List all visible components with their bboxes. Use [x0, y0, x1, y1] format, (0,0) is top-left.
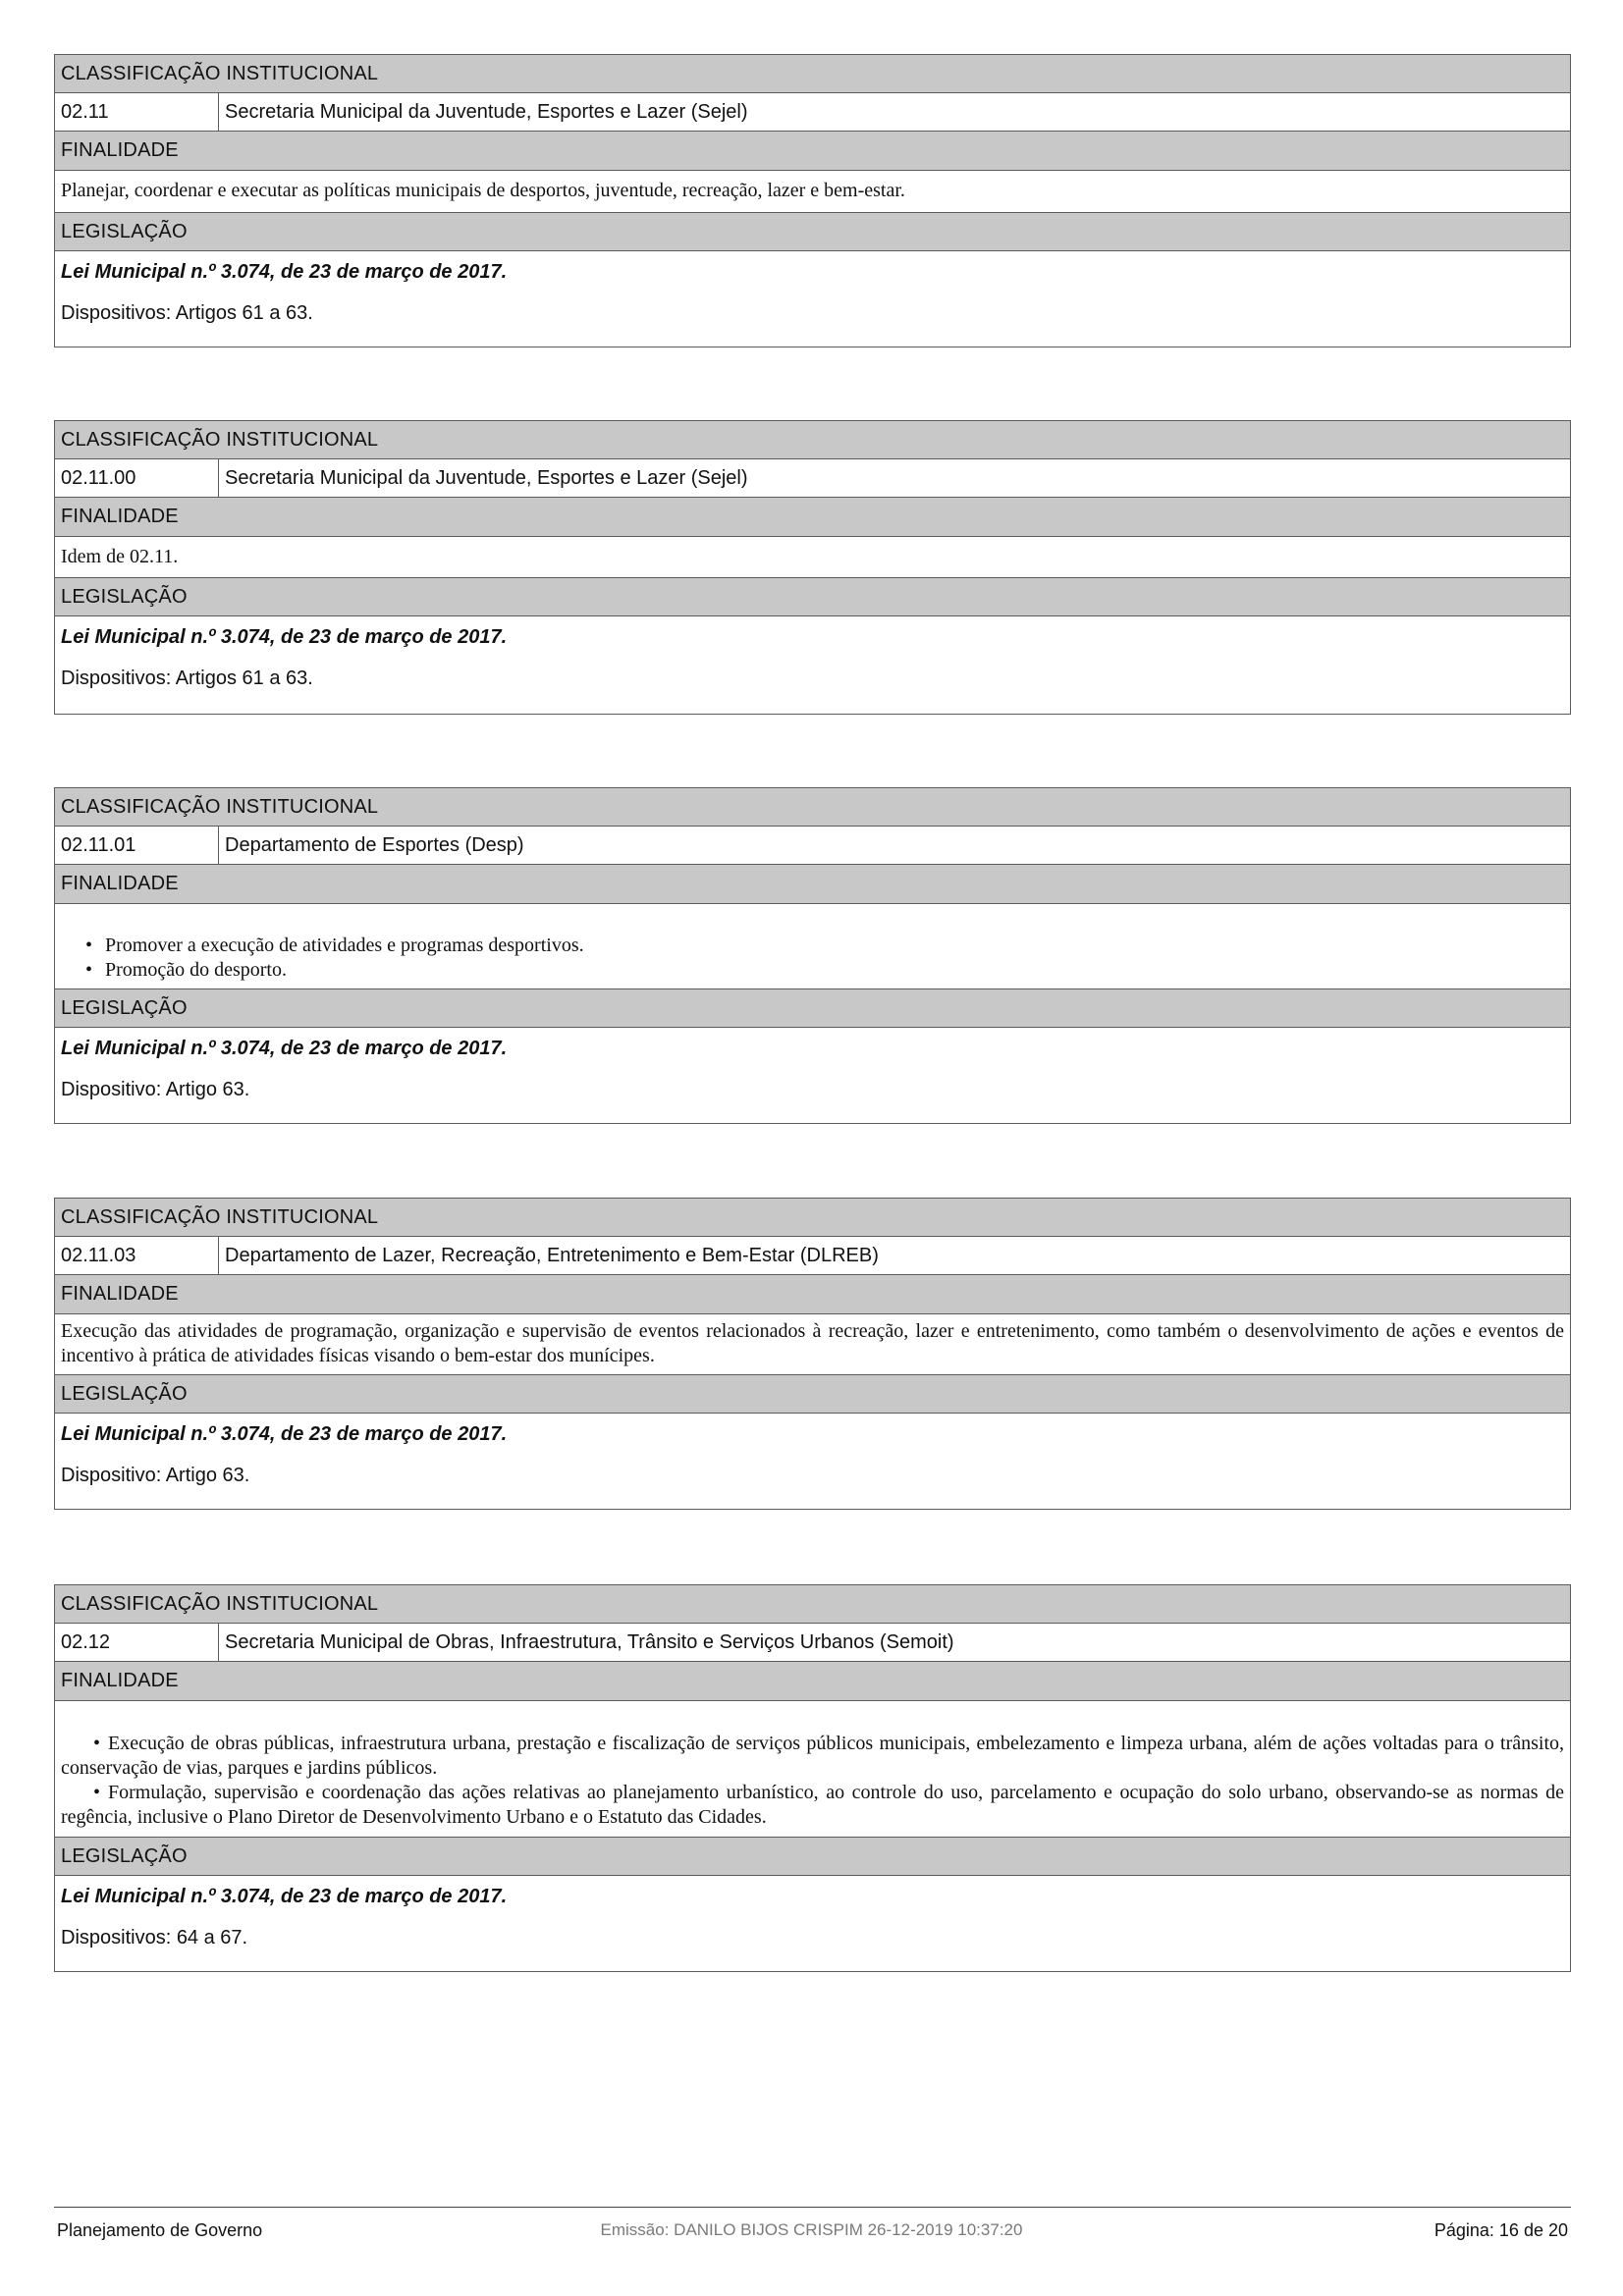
code-row — [55, 1237, 1570, 1275]
code-row — [55, 1624, 1570, 1662]
unit-name-cell: Secretaria Municipal de Obras, Infraestrutura, Trânsito e Serviços Urbanos (Semoit) — [225, 1630, 954, 1653]
code-row — [55, 827, 1570, 865]
classificacao-block — [54, 787, 1571, 1124]
code-cell: 02.11.00 — [55, 459, 219, 497]
lei-text: Lei Municipal n.º 3.074, de 23 de março de 2017. — [61, 1038, 508, 1059]
unit-name-cell: Departamento de Esportes (Desp) — [225, 833, 524, 856]
finalidade-item: • Promover a execução de atividades e programas desportivos. — [61, 934, 1564, 958]
legislacao-content — [55, 1414, 1570, 1509]
code-row — [55, 93, 1570, 132]
finalidade-text: Planejar, coordenar e executar as políticas municipais de desportos, juventude, recreação, lazer e bem-estar. — [55, 171, 1570, 213]
unit-name-cell: Secretaria Municipal da Juventude, Esportes e Lazer (Sejel) — [225, 466, 748, 489]
code-cell: 02.11.01 — [55, 827, 219, 864]
finalidade-text: Execução das atividades de programação, organização e supervisão de eventos relacionados à recreação, lazer e entretenimento, como também o desenvolvimento de ações e eventos de incentivo à prática de atividades físicas visando o bem-estar dos munícipes. — [55, 1314, 1570, 1375]
footer-page-number: Página: 16 de 20 — [1434, 2220, 1568, 2240]
dispositivos-text: Dispositivos: Artigos 61 a 63. — [61, 667, 313, 689]
classificacao-label: CLASSIFICAÇÃO INSTITUCIONAL — [61, 1592, 379, 1615]
classificacao-label: CLASSIFICAÇÃO INSTITUCIONAL — [61, 1205, 379, 1228]
code-cell: 02.11.03 — [55, 1237, 219, 1274]
classificacao-block — [54, 1198, 1571, 1510]
code-cell: 02.12 — [55, 1624, 219, 1661]
finalidade-list — [55, 904, 1570, 989]
finalidade-text: Idem de 02.11. — [55, 537, 1570, 578]
finalidade-header — [55, 498, 1570, 537]
footer-divider — [54, 2207, 1571, 2208]
finalidade-label: FINALIDADE — [61, 506, 179, 527]
unit-name-cell: Secretaria Municipal da Juventude, Esportes e Lazer (Sejel) — [225, 100, 748, 123]
footer-emissao: Emissão: DANILO BIJOS CRISPIM 26-12-2019 10:37:20 — [600, 2220, 1023, 2239]
lei-text: Lei Municipal n.º 3.074, de 23 de março de 2017. — [61, 1423, 508, 1445]
finalidade-header — [55, 865, 1570, 904]
classificacao-header — [55, 1585, 1570, 1624]
classificacao-label: CLASSIFICAÇÃO INSTITUCIONAL — [61, 428, 379, 451]
dispositivos-text: Dispositivos: 64 a 67. — [61, 1927, 248, 1949]
finalidade-list — [55, 1701, 1570, 1838]
legislacao-content — [55, 1876, 1570, 1971]
classificacao-label: CLASSIFICAÇÃO INSTITUCIONAL — [61, 795, 379, 818]
finalidade-label: FINALIDADE — [61, 873, 179, 894]
classificacao-label: CLASSIFICAÇÃO INSTITUCIONAL — [61, 62, 379, 84]
classificacao-header — [55, 421, 1570, 459]
classificacao-block — [54, 54, 1571, 347]
classificacao-header — [55, 55, 1570, 93]
finalidade-item: • Execução de obras públicas, infraestrutura urbana, prestação e fiscalização de serviços públicos municipais, embelezamento e limpeza urbana, além de ações voltadas para o trânsito, conservação de vias, parques e jardins públicos. — [61, 1732, 1564, 1781]
footer-title: Planejamento de Governo — [57, 2220, 263, 2240]
finalidade-item: • Promoção do desporto. — [61, 958, 1564, 983]
finalidade-header — [55, 1275, 1570, 1314]
legislacao-content — [55, 251, 1570, 347]
finalidade-label: FINALIDADE — [61, 139, 179, 161]
dispositivos-text: Dispositivo: Artigo 63. — [61, 1465, 250, 1486]
code-row — [55, 459, 1570, 498]
legislacao-label: LEGISLAÇÃO — [61, 220, 188, 242]
classificacao-header — [55, 1199, 1570, 1237]
legislacao-label: LEGISLAÇÃO — [61, 996, 188, 1019]
legislacao-label: LEGISLAÇÃO — [61, 1844, 188, 1867]
finalidade-item: • Formulação, supervisão e coordenação das ações relativas ao planejamento urbanístico, ao controle do uso, parcelamento e ocupação do solo urbano, observando-se as normas de regência, inclusive o Plano Diretor de Desenvolvimento Urbano e o Estatuto das Cidades. — [61, 1781, 1564, 1830]
lei-text: Lei Municipal n.º 3.074, de 23 de março de 2017. — [61, 1886, 508, 1907]
legislacao-header — [55, 213, 1570, 251]
legislacao-header — [55, 1375, 1570, 1414]
classificacao-block — [54, 420, 1571, 715]
classificacao-block — [54, 1584, 1571, 1972]
legislacao-header — [55, 989, 1570, 1028]
classificacao-header — [55, 788, 1570, 827]
legislacao-label: LEGISLAÇÃO — [61, 1382, 188, 1405]
unit-name-cell: Departamento de Lazer, Recreação, Entretenimento e Bem-Estar (DLREB) — [225, 1244, 879, 1266]
lei-text: Lei Municipal n.º 3.074, de 23 de março de 2017. — [61, 626, 508, 648]
legislacao-content — [55, 616, 1570, 714]
finalidade-label: FINALIDADE — [61, 1670, 179, 1691]
finalidade-label: FINALIDADE — [61, 1283, 179, 1305]
dispositivos-text: Dispositivos: Artigos 61 a 63. — [61, 302, 313, 324]
finalidade-header — [55, 1662, 1570, 1701]
legislacao-header — [55, 1838, 1570, 1876]
lei-text: Lei Municipal n.º 3.074, de 23 de março de 2017. — [61, 261, 508, 283]
legislacao-header — [55, 578, 1570, 616]
legislacao-content — [55, 1028, 1570, 1123]
code-cell: 02.11 — [55, 93, 219, 131]
legislacao-label: LEGISLAÇÃO — [61, 585, 188, 608]
dispositivos-text: Dispositivo: Artigo 63. — [61, 1079, 250, 1100]
finalidade-header — [55, 132, 1570, 171]
